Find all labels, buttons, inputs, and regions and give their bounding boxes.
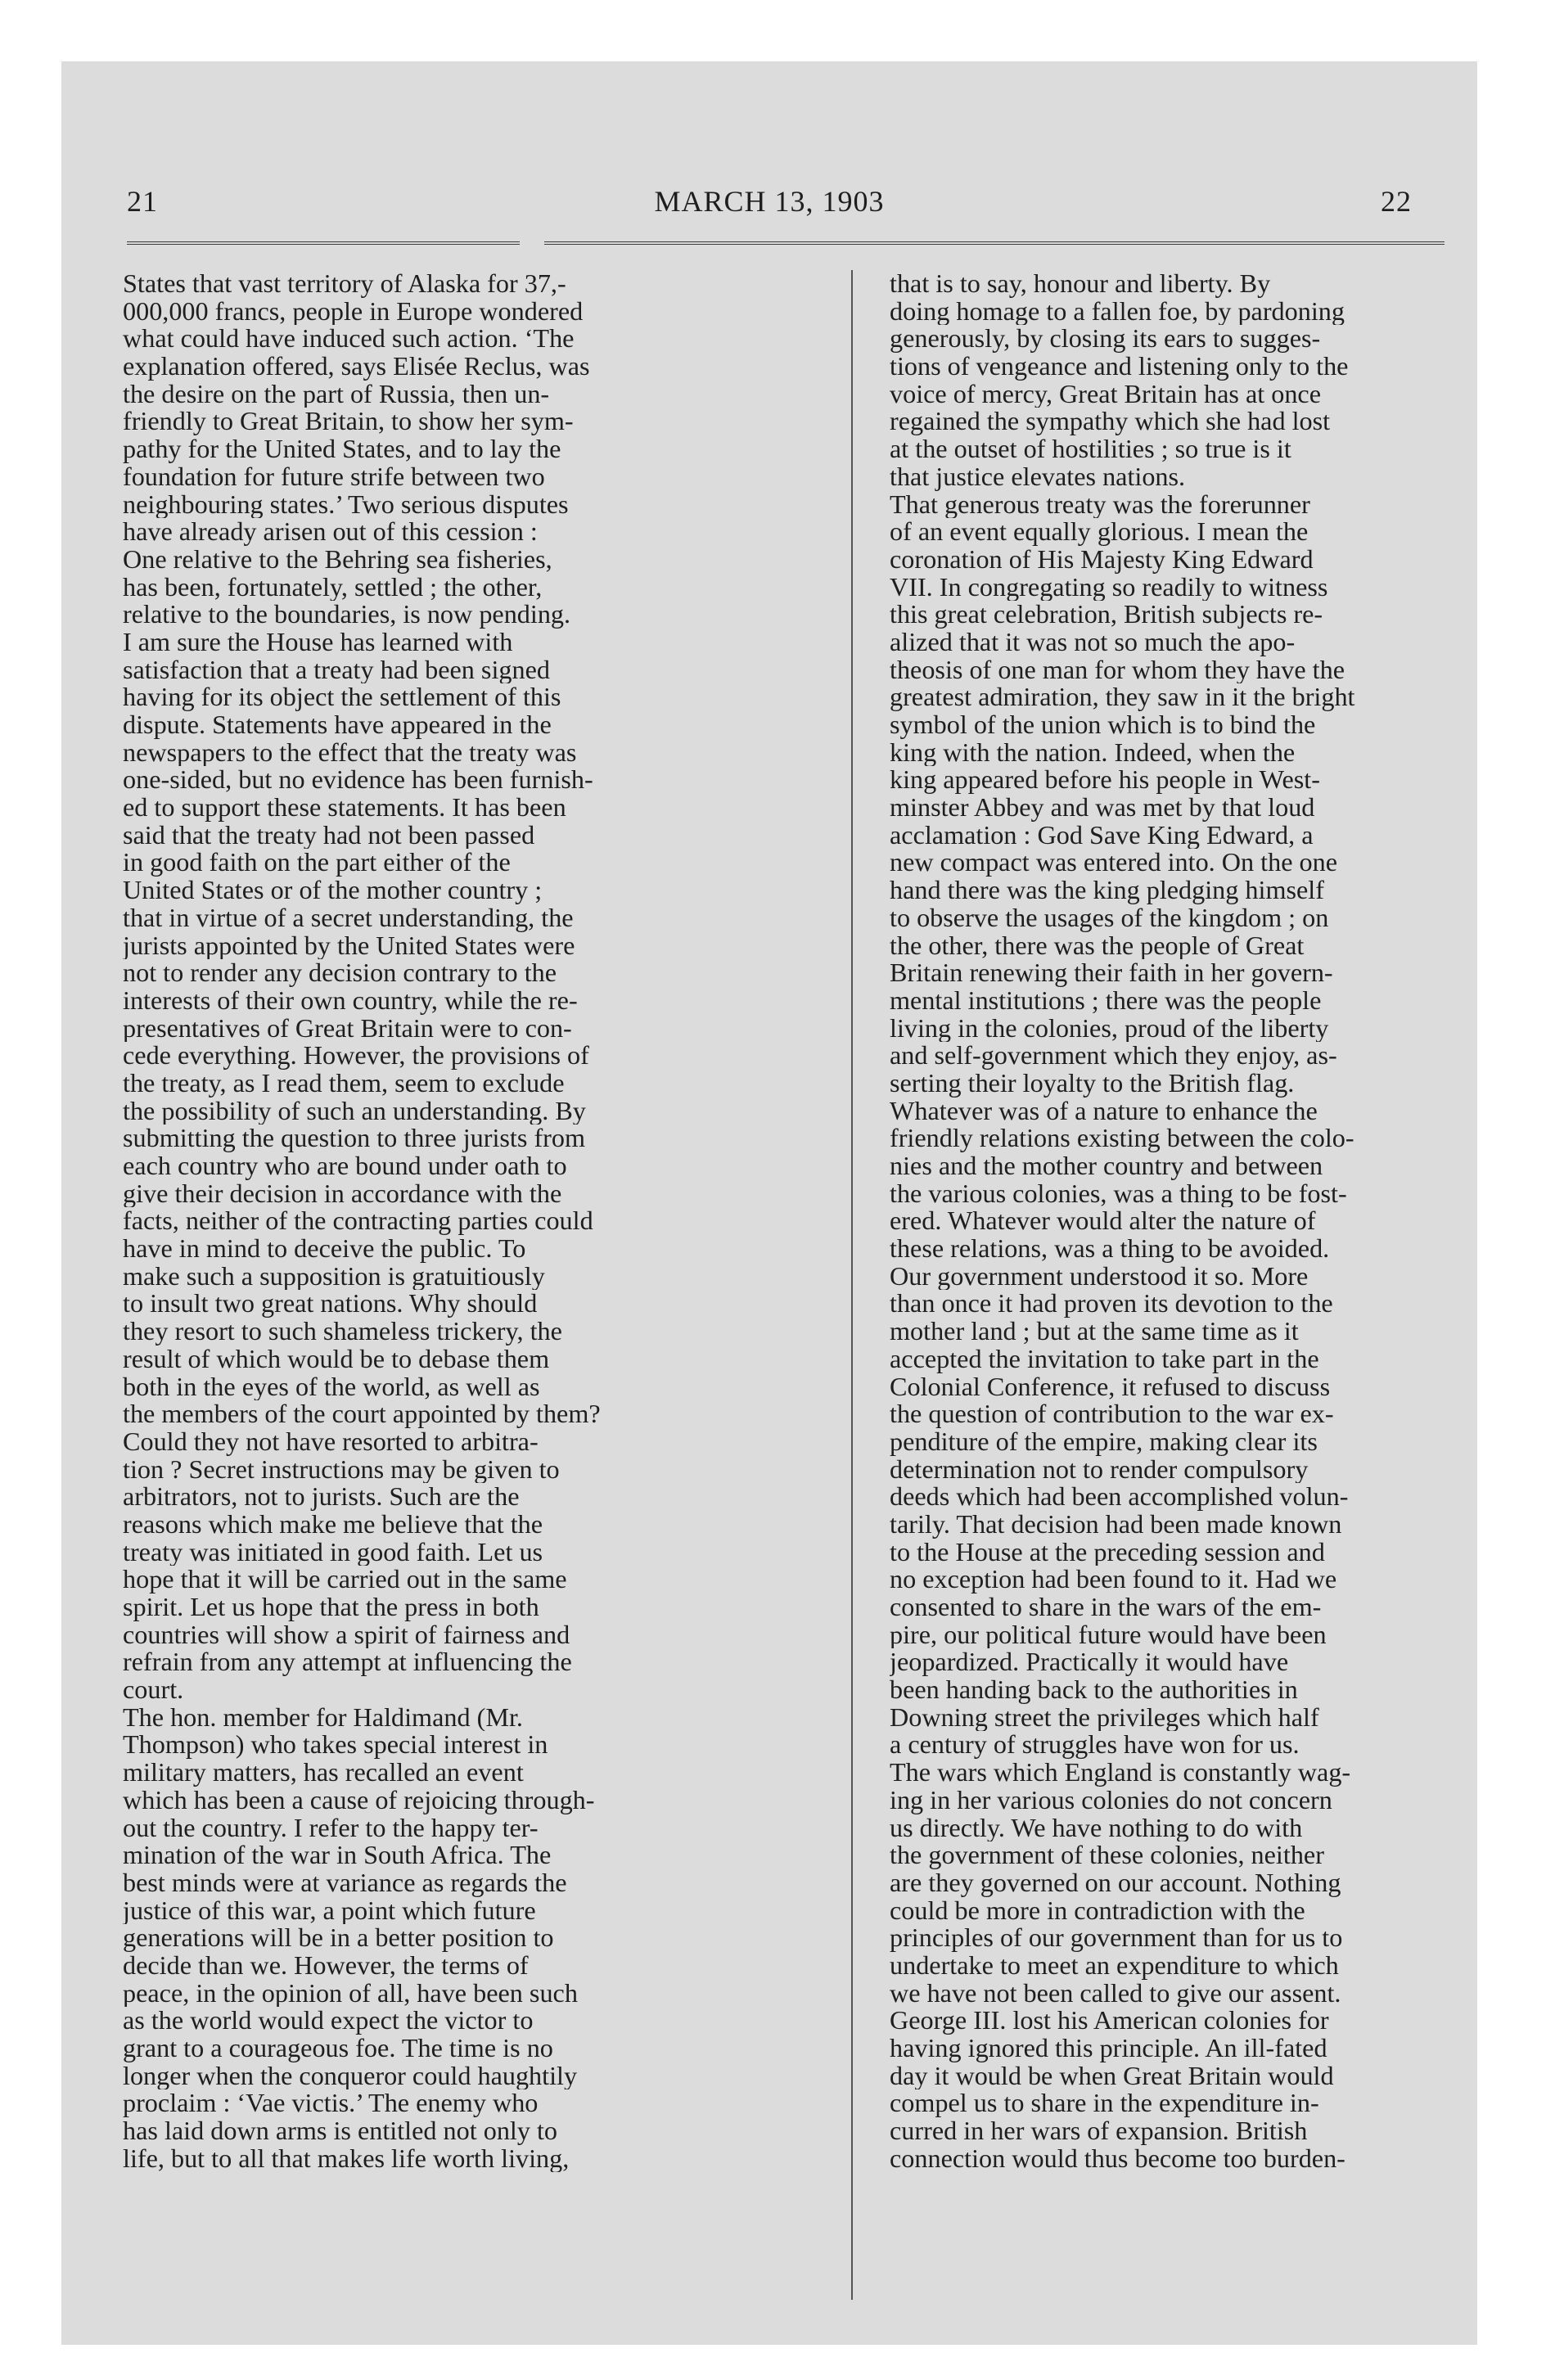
text-line: refrain from any attempt at influencing the: [123, 1648, 572, 1677]
text-line: justice of this war, a point which future: [123, 1896, 536, 1925]
text-line: serting their loyalty to the British flag.: [890, 1069, 1295, 1098]
text-line: living in the colonies, proud of the liberty: [890, 1014, 1329, 1043]
text-line: could be more in contradiction with the: [890, 1896, 1305, 1925]
text-line: explanation offered, says Elisée Reclus, was: [123, 353, 590, 381]
text-line: they resort to such shameless trickery, the: [123, 1318, 562, 1346]
page-number-left: 21: [127, 185, 158, 218]
text-line: been handing back to the authorities in: [890, 1676, 1298, 1704]
text-line: doing homage to a fallen foe, by pardoning: [890, 297, 1345, 326]
text-line: peace, in the opinion of all, have been such: [123, 1979, 578, 2008]
text-line: tarily. That decision had been made known: [890, 1510, 1342, 1539]
text-line: hope that it will be carried out in the same: [123, 1566, 567, 1593]
text-line: the other, there was the people of Great: [890, 931, 1305, 960]
text-line: theosis of one man for whom they have the: [890, 656, 1345, 684]
text-line: consented to share in the wars of the em-: [890, 1593, 1322, 1621]
text-line: a century of struggles have won for us.: [890, 1731, 1300, 1760]
text-line: military matters, has recalled an event: [123, 1759, 524, 1787]
text-line: regained the sympathy which she had lost: [890, 408, 1331, 436]
text-line: result of which would be to debase them: [123, 1345, 550, 1373]
column-divider: [851, 270, 853, 2300]
text-line: satisfaction that a treaty had been signed: [123, 656, 550, 684]
text-line: longer when the conqueror could haughtily: [123, 2062, 578, 2090]
text-line: newspapers to the effect that the treaty was: [123, 738, 577, 767]
text-line: having ignored this principle. An ill-fated: [890, 2035, 1327, 2062]
page-header: [61, 184, 1477, 241]
text-line: the desire on the part of Russia, then un-: [123, 380, 550, 408]
text-line: George III. lost his American colonies for: [890, 2007, 1329, 2035]
text-line: foundation for future strife between two: [123, 462, 545, 491]
text-line: hand there was the king pledging himself: [890, 877, 1324, 904]
left-text-column: [123, 270, 832, 2172]
text-line: Britain renewing their faith in her govern-: [890, 959, 1333, 987]
text-line: best minds were at variance as regards the: [123, 1868, 567, 1897]
page-number-right: 22: [1381, 185, 1412, 218]
text-line: generously, by closing its ears to sugges-: [890, 325, 1321, 354]
text-line: tion ? Secret instructions may be given to: [123, 1455, 560, 1484]
text-line: to observe the usages of the kingdom ; on: [890, 904, 1329, 932]
text-line: to insult two great nations. Why should: [123, 1290, 538, 1318]
text-line: mination of the war in South Africa. The: [123, 1841, 552, 1869]
text-line: has been, fortunately, settled ; the other,: [123, 573, 543, 602]
text-line: Whatever was of a nature to enhance the: [890, 1097, 1318, 1125]
text-line: are they governed on our account. Nothing: [890, 1868, 1341, 1897]
text-line: king with the nation. Indeed, when the: [890, 738, 1296, 767]
text-line: spirit. Let us hope that the press in both: [123, 1593, 539, 1621]
text-line: minster Abbey and was met by that loud: [890, 794, 1315, 822]
text-line: which has been a cause of rejoicing through-: [123, 1786, 595, 1814]
text-line: ered. Whatever would alter the nature of: [890, 1207, 1316, 1236]
text-line: Our government understood it so. More: [890, 1262, 1309, 1291]
text-line: have already arisen out of this cession :: [123, 518, 538, 546]
scanned-page: [61, 61, 1477, 2345]
text-line: accepted the invitation to take part in the: [890, 1345, 1319, 1373]
text-line: That generous treaty was the forerunner: [890, 490, 1310, 519]
text-line: ed to support these statements. It has been: [123, 794, 566, 822]
text-line: One relative to the Behring sea fisheries,: [123, 545, 552, 574]
text-line: determination not to render compulsory: [890, 1455, 1309, 1484]
text-line: make such a supposition is gratuitiously: [123, 1262, 545, 1291]
text-line: not to render any decision contrary to the: [123, 959, 557, 987]
text-line: nies and the mother country and between: [890, 1152, 1323, 1180]
text-line: have in mind to deceive the public. To: [123, 1235, 526, 1263]
text-line: presentatives of Great Britain were to con-: [123, 1014, 572, 1043]
text-line: we have not been called to give our assent.: [890, 1979, 1341, 2008]
text-line: symbol of the union which is to bind the: [890, 711, 1316, 739]
text-line: out the country. I refer to the happy ter-: [123, 1814, 539, 1842]
text-line: greatest admiration, they saw in it the bright: [890, 683, 1355, 711]
text-line: The wars which England is constantly wag-: [890, 1759, 1351, 1787]
text-line: Thompson) who takes special interest in: [123, 1731, 548, 1760]
text-line: acclamation : God Save King Edward, a: [890, 821, 1314, 850]
text-line: than once it had proven its devotion to the: [890, 1290, 1333, 1318]
text-line: curred in her wars of expansion. British: [890, 2117, 1308, 2145]
text-line: no exception had been found to it. Had we: [890, 1566, 1337, 1593]
text-line: Could they not have resorted to arbitra-: [123, 1427, 539, 1456]
text-line: the question of contribution to the war ex-: [890, 1400, 1334, 1428]
text-line: proclaim : ‘Vae victis.’ The enemy who: [123, 2089, 539, 2118]
text-line: at the outset of hostilities ; so true is it: [890, 435, 1291, 463]
text-line: having for its object the settlement of this: [123, 683, 561, 711]
text-line: the members of the court appointed by them?: [123, 1400, 601, 1428]
text-line: VII. In congregating so readily to witness: [890, 573, 1328, 602]
text-line: submitting the question to three jurists from: [123, 1125, 586, 1152]
text-line: one-sided, but no evidence has been furnish-: [123, 766, 593, 795]
text-line: States that vast territory of Alaska for 37,-: [123, 270, 566, 298]
text-line: arbitrators, not to jurists. Such are the: [123, 1483, 520, 1511]
text-line: principles of our government than for us to: [890, 1924, 1343, 1952]
text-line: 000,000 francs, people in Europe wondered: [123, 297, 584, 326]
text-line: tions of vengeance and listening only to the: [890, 353, 1349, 381]
text-line: compel us to share in the expenditure in-: [890, 2089, 1319, 2118]
text-line: court.: [123, 1676, 184, 1704]
text-line: has laid down arms is entitled not only to: [123, 2117, 558, 2145]
text-line: mother land ; but at the same time as it: [890, 1318, 1299, 1346]
text-line: grant to a courageous foe. The time is no: [123, 2035, 553, 2062]
text-line: generations will be in a better position to: [123, 1924, 554, 1952]
text-line: these relations, was a thing to be avoided.: [890, 1235, 1330, 1263]
text-line: reasons which make me believe that the: [123, 1510, 543, 1539]
text-line: this great celebration, British subjects re-: [890, 601, 1323, 629]
header-rule-left: [127, 241, 520, 245]
text-line: countries will show a spirit of fairness and: [123, 1620, 570, 1649]
text-line: the government of these colonies, neither: [890, 1841, 1324, 1869]
text-line: neighbouring states.’ Two serious disputes: [123, 490, 569, 519]
text-line: to the House at the preceding session and: [890, 1538, 1325, 1566]
text-line: alized that it was not so much the apo-: [890, 628, 1296, 656]
text-line: The hon. member for Haldimand (Mr.: [123, 1703, 523, 1732]
text-line: and self-government which they enjoy, as-: [890, 1042, 1337, 1070]
right-text-column: [890, 270, 1446, 2172]
text-line: the possibility of such an understanding. By: [123, 1097, 586, 1125]
text-line: jeopardized. Practically it would have: [890, 1648, 1289, 1677]
text-line: life, but to all that makes life worth living,: [123, 2144, 570, 2173]
text-line: the treaty, as I read them, seem to exclude: [123, 1069, 565, 1098]
text-line: deeds which had been accomplished volun-: [890, 1483, 1349, 1511]
text-line: voice of mercy, Great Britain has at once: [890, 380, 1321, 408]
text-line: dispute. Statements have appeared in the: [123, 711, 552, 739]
text-line: treaty was initiated in good faith. Let us: [123, 1538, 543, 1566]
running-head-date: MARCH 13, 1903: [654, 185, 885, 218]
text-line: that in virtue of a secret understanding, the: [123, 904, 574, 932]
text-line: United States or of the mother country ;: [123, 877, 543, 904]
text-line: Downing street the privileges which half: [890, 1703, 1319, 1732]
text-line: that justice elevates nations.: [890, 462, 1186, 491]
text-line: give their decision in accordance with the: [123, 1179, 562, 1208]
text-line: new compact was entered into. On the one: [890, 849, 1337, 877]
text-line: said that the treaty had not been passed: [123, 821, 535, 850]
text-line: of an event equally glorious. I mean the: [890, 518, 1309, 546]
text-line: penditure of the empire, making clear its: [890, 1427, 1318, 1456]
text-line: king appeared before his people in West-: [890, 766, 1320, 795]
text-line: decide than we. However, the terms of: [123, 1951, 529, 1980]
text-line: day it would be when Great Britain would: [890, 2062, 1334, 2090]
text-line: interests of their own country, while the re-: [123, 986, 578, 1015]
text-line: undertake to meet an expenditure to which: [890, 1951, 1339, 1980]
text-line: each country who are bound under oath to: [123, 1152, 567, 1180]
header-rule-right: [544, 241, 1445, 245]
text-line: pire, our political future would have been: [890, 1620, 1327, 1649]
text-line: what could have induced such action. ‘The: [123, 325, 575, 354]
text-line: mental institutions ; there was the people: [890, 986, 1322, 1015]
text-line: relative to the boundaries, is now pending.: [123, 601, 571, 629]
text-line: both in the eyes of the world, as well as: [123, 1373, 540, 1401]
text-line: connection would thus become too burden-: [890, 2144, 1345, 2173]
text-line: cede everything. However, the provisions of: [123, 1042, 589, 1070]
text-line: pathy for the United States, and to lay the: [123, 435, 561, 463]
text-line: us directly. We have nothing to do with: [890, 1814, 1303, 1842]
text-line: Colonial Conference, it refused to discuss: [890, 1373, 1331, 1401]
text-line: coronation of His Majesty King Edward: [890, 545, 1314, 574]
text-line: that is to say, honour and liberty. By: [890, 270, 1271, 298]
text-line: in good faith on the part either of the: [123, 849, 511, 877]
text-line: jurists appointed by the United States were: [123, 931, 575, 960]
text-line: I am sure the House has learned with: [123, 628, 513, 656]
text-line: friendly relations existing between the colo-: [890, 1125, 1354, 1152]
text-line: the various colonies, was a thing to be fost-: [890, 1179, 1347, 1208]
text-line: ing in her various colonies do not concern: [890, 1786, 1332, 1814]
text-line: facts, neither of the contracting parties could: [123, 1207, 593, 1236]
text-line: friendly to Great Britain, to show her sym-: [123, 408, 574, 436]
text-line: as the world would expect the victor to: [123, 2007, 534, 2035]
